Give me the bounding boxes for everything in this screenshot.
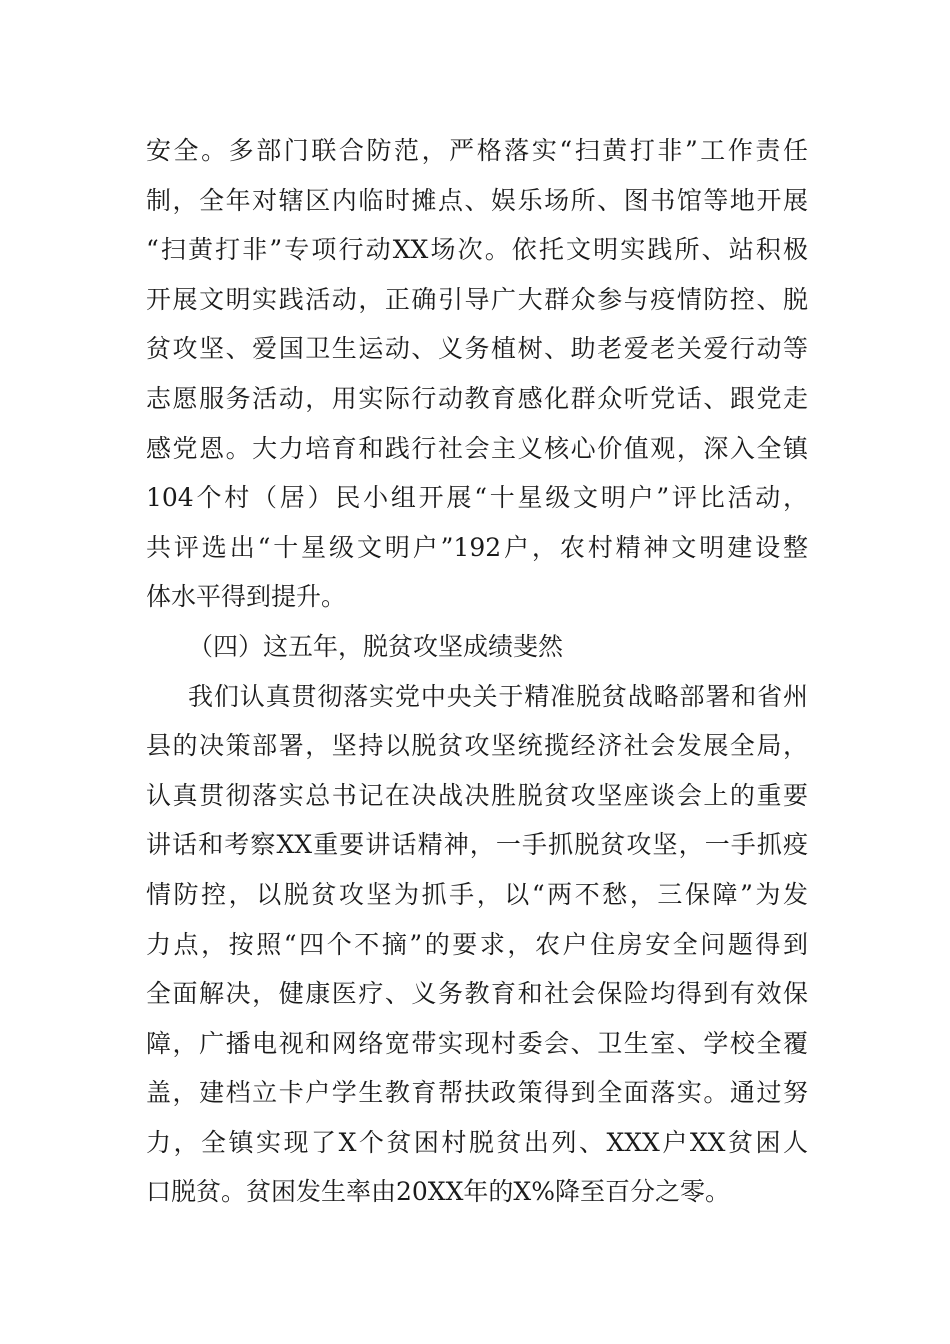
text-line: 贫攻坚、爱国卫生运动、义务植树、助老爱老关爱行动等	[146, 334, 808, 364]
text-line: 力，全镇实现了X个贫困村脱贫出列、XXX户XX贫困人	[146, 1127, 808, 1157]
text-line: 全面解决，健康医疗、义务教育和社会保险均得到有效保	[146, 979, 808, 1009]
text-line: 志愿服务活动，用实际行动教育感化群众听党话、跟党走	[146, 383, 808, 413]
text-line: 制，全年对辖区内临时摊点、娱乐场所、图书馆等地开展	[146, 185, 808, 215]
text-line: 开展文明实践活动，正确引导广大群众参与疫情防控、脱	[146, 284, 808, 314]
text-line: “扫黄打非”专项行动XX场次。依托文明实践所、站积极	[146, 235, 808, 265]
text-line: 县的决策部署，坚持以脱贫攻坚统揽经济社会发展全局，	[146, 731, 808, 761]
text-line: 情防控，以脱贫攻坚为抓手，以“两不愁，三保障”为发	[146, 879, 808, 909]
text-line: 104个村（居）民小组开展“十星级文明户”评比活动，	[146, 483, 808, 513]
text-line: 盖，建档立卡户学生教育帮扶政策得到全面落实。通过努	[146, 1078, 808, 1108]
text-line: 感党恩。大力培育和践行社会主义核心价值观，深入全镇	[146, 433, 808, 463]
text-line: 力点，按照“四个不摘”的要求，农户住房安全问题得到	[146, 929, 808, 959]
text-line: 我们认真贯彻落实党中央关于精准脱贫战略部署和省州	[188, 681, 808, 711]
text-line: 体水平得到提升。	[146, 582, 347, 612]
text-line: 认真贯彻落实总书记在决战决胜脱贫攻坚座谈会上的重要	[146, 780, 808, 810]
document-body	[146, 126, 808, 1217]
text-line: 口脱贫。贫困发生率由20XX年的X%降至百分之零。	[146, 1177, 730, 1207]
text-line: 讲话和考察XX重要讲话精神，一手抓脱贫攻坚，一手抓疫	[146, 830, 808, 860]
section-heading: （四）这五年，脱贫攻坚成绩斐然	[188, 631, 564, 661]
text-line: 共评选出“十星级文明户”192户，农村精神文明建设整	[146, 532, 808, 562]
text-line: 障，广播电视和网络宽带实现村委会、卫生室、学校全覆	[146, 1028, 808, 1058]
text-line: 安全。多部门联合防范，严格落实“扫黄打非”工作责任	[146, 136, 808, 165]
